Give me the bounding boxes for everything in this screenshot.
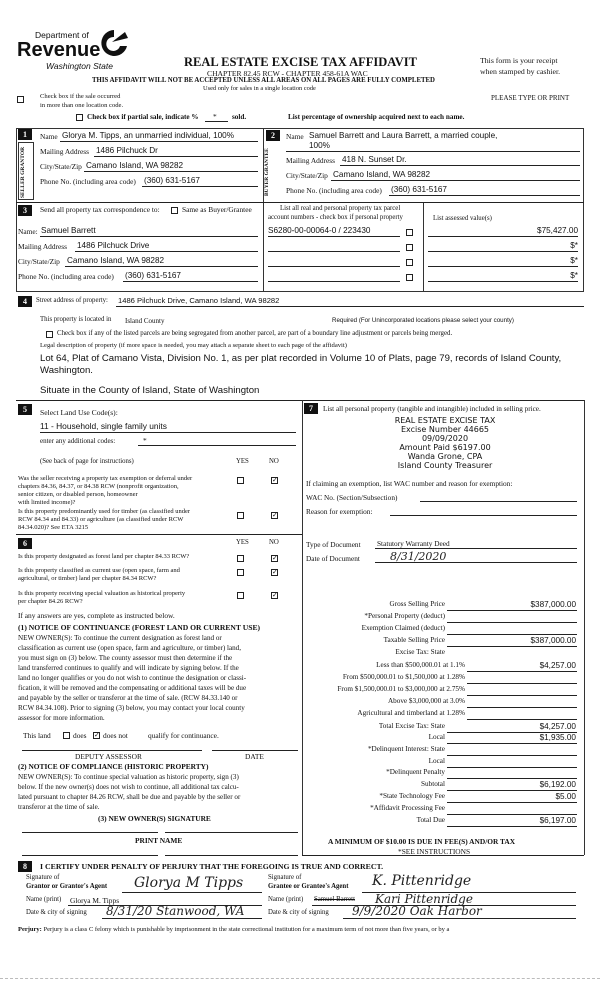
doc-date-label: Date of Document [306,554,360,563]
tax-phone[interactable]: (360) 631-5167 [125,271,181,280]
perjury-note: Perjury: Perjury is a class C felony which is punishable by imprisonment in the state correctional institution for a maximum term of not more than five years, or by a [18,926,450,933]
certify-statement: I CERTIFY UNDER PENALTY OF PERJURY THAT THE FOREGOING IS TRUE AND CORRECT. [40,862,384,871]
current-use-yes-checkbox[interactable] [237,569,244,576]
buyer-name-label: Name [286,132,304,141]
notice-1-title: (1) NOTICE OF CONTINUANCE (FOREST LAND OR CURRENT USE) [18,623,261,632]
section-4-number: 4 [18,296,32,307]
logo-revenue: Revenue [17,39,101,61]
no-header: NO [269,539,279,546]
assessed-value[interactable]: $75,427.00 [537,226,578,235]
chapter: CHAPTER 82.45 RCW - CHAPTER 458-61A WAC [207,69,368,78]
current-use-no-checkbox[interactable]: ✓ [272,568,278,576]
calc-label: *Delinquent Penalty [386,768,445,776]
historic-yes-checkbox[interactable] [237,592,244,599]
tax-mail-label: Mailing Address [18,242,68,251]
yes-header: YES [236,539,249,546]
buyer-name[interactable]: Samuel Barrett and Laura Barrett, a married couple, [309,131,498,140]
calc-label: *State Technology Fee [379,792,445,800]
multi-location-label-2: in more than one location code. [40,102,124,109]
calc-value[interactable]: $387,000.00 [530,636,576,645]
grantee-sig-label: Signature of [268,874,302,881]
street-address[interactable]: 1486 Pilchuck Drive, Camano Island, WA 98282 [118,296,280,305]
warning: THIS AFFIDAVIT WILL NOT BE ACCEPTED UNLESS ALL AREAS ON ALL PAGES ARE FULLY COMPLETED [92,77,435,84]
calc-label: Agricultural and timberland at 1.28% [357,709,465,717]
forest-no-checkbox[interactable]: ✓ [272,554,278,562]
does-not-label: does not [103,731,128,740]
if-yes-note: If any answers are yes, complete as instructed below. [18,611,175,620]
parcel-number[interactable]: S6280-00-00064-0 / 223430 [268,226,371,235]
new-owner-signature-label: (3) NEW OWNER(S) SIGNATURE [98,814,211,823]
land-use-label: Select Land Use Code(s): [40,408,118,417]
partial-sale-label: Check box if partial sale, indicate % [87,113,199,121]
tax-phone-label: Phone No. (including area code) [18,272,114,281]
segregated-checkbox[interactable] [46,331,53,338]
grantee-date-city[interactable]: 9/9/2020 Oak Harbor [352,904,482,918]
this-land-label: This land [23,731,51,740]
calc-label: *Personal Property (deduct) [364,612,445,620]
grantor-name[interactable]: Glorya M. Tipps [70,896,120,905]
q-forest: Is this property designated as forest land per chapter 84.33 RCW? [18,553,190,560]
dor-logo-icon [98,28,130,58]
ownership-note: List percentage of ownership acquired next to each name. [288,113,465,121]
see-back: (See back of page for instructions) [40,458,134,465]
form-title: REAL ESTATE EXCISE TAX AFFIDAVIT [184,55,417,69]
seller-phone[interactable]: (360) 631-5167 [144,176,200,185]
q-current-use: Is this property classified as current use (open space, farm and [18,567,180,574]
seller-label: SELLER GRANTOR [20,146,26,198]
calc-label: Above $3,000,000 at 3.0% [387,697,465,705]
calc-label: From $1,500,000.01 to $3,000,000 at 2.75% [337,685,465,693]
situate[interactable]: Situate in the County of Island, State of Washington [40,385,260,396]
buyer-city-label: City/State/Zip [286,171,328,180]
section-8-number: 8 [18,861,32,872]
located-label: This property is located in [40,316,112,323]
calc-label: Subtotal [421,780,445,788]
section-5-number: 5 [18,404,32,415]
calc-value[interactable]: $387,000.00 [530,600,576,609]
tax-name-label: Name: [18,227,38,236]
minimum-note: A MINIMUM OF $10.00 IS DUE IN FEE(S) AND/OR TAX [328,837,516,846]
county-select[interactable]: Island County [125,317,165,325]
parcel-number[interactable] [268,266,400,267]
section-1-number: 1 [18,129,32,140]
q-historic: per chapter 84.26 RCW? [18,598,83,605]
section-2-number: 2 [266,130,280,141]
print-name-label: PRINT NAME [135,836,183,845]
forest-yes-checkbox[interactable] [237,555,244,562]
seller-city-label: City/State/Zip [40,162,82,171]
calc-label: From $500,000.01 to $1,500,000 at 1.28% [342,673,465,681]
same-as-buyer-label: Same as Buyer/Grantee [182,205,252,214]
grantor-name-label: Name (print) [26,896,62,903]
type-or-print: PLEASE TYPE OR PRINT [491,94,570,102]
legal-description-1[interactable]: Lot 64, Plat of Camano Vista, Division No. 1, as per plat recorded in Volume 10 of Plats, page 79, records of Island County, [40,353,562,364]
calc-label: Total Excise Tax: State [378,722,445,730]
seller-name-label: Name [40,132,58,141]
no-header: NO [269,458,279,465]
date-label: DATE [245,752,264,761]
grantor-signature[interactable]: Glorya M Tipps [134,875,244,891]
partial-sale-sold: sold. [232,113,247,121]
seller-name[interactable]: Glorya M. Tipps, an unmarried individual, 100% [62,131,235,140]
q-exemption: chapters 84.36, 84.37, or 84.38 RCW (nonprofit organization, [18,483,179,490]
notice-2-title: (2) NOTICE OF COMPLIANCE (HISTORIC PROPERTY) [18,762,209,771]
seller-mail-label: Mailing Address [40,147,90,156]
yes-header: YES [236,458,249,465]
deputy-assessor-line[interactable] [22,750,202,751]
wac-input[interactable] [420,501,577,502]
see-instructions: *SEE INSTRUCTIONS [398,847,471,856]
section-6-number: 6 [18,538,32,549]
grantee-name-label: Name (print) [268,896,304,903]
personal-property-checkbox[interactable] [406,244,413,251]
calc-value[interactable]: $4,257.00 [539,661,576,670]
partial-sale-checkbox[interactable] [76,114,83,121]
new-owner-signature-line[interactable] [165,832,298,833]
personal-property-checkbox[interactable] [406,274,413,281]
does-not-qualify-checkbox[interactable]: ✓ [94,731,100,739]
land-use-code[interactable]: 11 - Household, single family units [40,421,167,431]
county-required: Required (For Unincorporated locations please select your county) [332,317,514,324]
additional-codes-label: enter any additional codes: [40,437,116,445]
grantor-date-label: Date & city of signing [26,909,87,916]
partial-sale-pct[interactable]: * [213,112,217,121]
buyer-mail-label: Mailing Address [286,156,336,165]
assessed-header: List assessed value(s) [433,215,492,222]
doc-type-label: Type of Document [306,540,361,549]
q-exemption: senior citizen, or disabled person, homeowner [18,491,138,498]
buyer-city[interactable]: Camano Island, WA 98282 [333,170,431,179]
segregated-label: Check box if any of the listed parcels are being segregated from another parcel, are part of a boundary line adjustment or parcels being merged. [57,330,453,337]
buyer-name-2[interactable]: 100% [309,141,330,150]
exemption-no-checkbox[interactable]: ✓ [272,476,278,484]
grantee-signature[interactable]: K. Pittenridge [372,873,472,889]
q-exemption: Was the seller receiving a property tax exemption or deferral under [18,475,193,482]
buyer-mail[interactable]: 418 N. Sunset Dr. [342,155,407,164]
timber-no-checkbox[interactable]: ✓ [272,511,278,519]
personal-property-checkbox[interactable] [406,259,413,266]
logo-dept-of: Department of [35,30,89,40]
calc-label: Gross Selling Price [389,600,445,608]
assessed-value[interactable]: $* [570,256,578,265]
buyer-label: BUYER GRANTEE [264,148,270,196]
calc-value[interactable]: $1,935.00 [539,733,576,742]
tax-corr-label: Send all property tax correspondence to: [40,205,160,214]
buyer-phone[interactable]: (360) 631-5167 [391,185,447,194]
assessed-value[interactable]: $* [570,271,578,280]
grantee-name[interactable]: Kari Pittenridge [375,892,473,906]
calc-label: Taxable Selling Price [383,636,445,644]
calc-label: Less than $500,000.01 at 1.1% [376,661,465,669]
multi-location-label-1: Check box if the sale occurred [40,93,121,100]
q-historic: Is this property receiving special valuation as historical property [18,590,186,597]
calc-label: *Delinquent Interest: State [367,745,445,753]
seller-city[interactable]: Camano Island, WA 98282 [86,161,184,170]
timber-yes-checkbox[interactable] [237,512,244,519]
q-exemption: with limited income)? [18,499,76,506]
q-current-use: agricultural, or timber) land per chapter 84.34 RCW? [18,575,157,582]
legal-label: Legal description of property (if more space is needed, you may attach a separate sheet to each page of the affidavit) [40,342,347,349]
exemption-yes-checkbox[interactable] [237,477,244,484]
doc-type[interactable]: Statutory Warranty Deed [377,539,450,548]
reason-input[interactable] [390,515,577,516]
calc-value[interactable]: $6,192.00 [539,780,576,789]
does-qualify-checkbox[interactable] [63,732,70,739]
calc-value[interactable]: $4,257.00 [539,722,576,731]
calc-label: Excise Tax: State [395,648,445,656]
calc-label: Exemption Claimed (deduct) [361,624,445,632]
new-owner-signature-line[interactable] [22,832,158,833]
seller-phone-label: Phone No. (including area code) [40,177,136,186]
q-timber: RCW 84.34 and 84.33) or agriculture (as classified under RCW [18,516,184,523]
single-location: Used only for sales in a single location code [203,85,316,92]
doc-date[interactable]: 8/31/2020 [390,550,447,563]
multi-location-checkbox[interactable] [17,96,24,103]
grantee-name-struck: Samuel Barrett [314,896,355,903]
section-3-number: 3 [18,205,32,216]
street-label: Street address of property: [36,297,108,304]
qualify-label: qualify for continuance. [148,731,219,740]
does-label: does [73,731,87,740]
legal-description-2[interactable]: Washington. [40,365,93,376]
receipt-note-2: when stamped by cashier. [480,67,561,76]
receipt-note-1: This form is your receipt [480,56,558,65]
grantee-date-label: Date & city of signing [268,909,329,916]
additional-codes[interactable]: * [143,436,147,445]
reason-label: Reason for exemption: [306,507,373,516]
grantor-sig-label-2: Grantor or Grantor's Agent [26,883,108,890]
calc-label: Local [428,757,445,765]
parcel-header-2: account numbers - check box if personal property [268,214,403,221]
assessed-value[interactable]: $* [570,241,578,250]
section-7-number: 7 [304,403,318,414]
print-name-line[interactable] [22,855,158,856]
parcel-number[interactable] [268,251,400,252]
calc-label: Local [428,733,445,741]
q-timber: 84.34.020)? See ETA 3215 [18,524,89,531]
tax-mail[interactable]: 1486 Pilchuck Drive [77,241,150,250]
tax-name[interactable]: Samuel Barrett [41,226,96,235]
personal-property-checkbox[interactable] [406,229,413,236]
calc-value[interactable]: $5.00 [555,792,576,801]
parcel-header-1: List all real and personal property tax parcel [280,205,401,212]
wac-label: WAC No. (Section/Subsection) [306,493,398,502]
grantor-date-city[interactable]: 8/31/20 Stanwood, WA [106,904,245,918]
print-name-line[interactable] [165,855,298,856]
tax-city-label: City/State/Zip [18,257,60,266]
grantor-sig-label: Signature of [26,874,60,881]
logo-state: Washington State [46,61,113,71]
calc-label: Total Due [416,816,445,824]
tax-city[interactable]: Camano Island, WA 98282 [67,256,165,265]
calc-label: *Affidavit Processing Fee [370,804,445,812]
same-as-buyer-checkbox[interactable] [171,207,178,214]
exemption-label: If claiming an exemption, list WAC number and reason for exemption: [306,479,513,488]
q-timber: Is this property predominantly used for timber (as classified under [18,508,191,515]
buyer-phone-label: Phone No. (including area code) [286,186,382,195]
deputy-assessor-label: DEPUTY ASSESSOR [75,752,142,761]
seller-mail[interactable]: 1486 Pilchuck Dr [96,146,158,155]
grantee-sig-label-2: Grantee or Grantee's Agent [268,883,349,890]
parcel-number[interactable] [268,281,400,282]
personal-property-label: List all personal property (tangible and intangible) included in selling price. [323,405,541,413]
historic-no-checkbox[interactable]: ✓ [272,591,278,599]
calc-value[interactable]: $6,197.00 [539,816,576,825]
